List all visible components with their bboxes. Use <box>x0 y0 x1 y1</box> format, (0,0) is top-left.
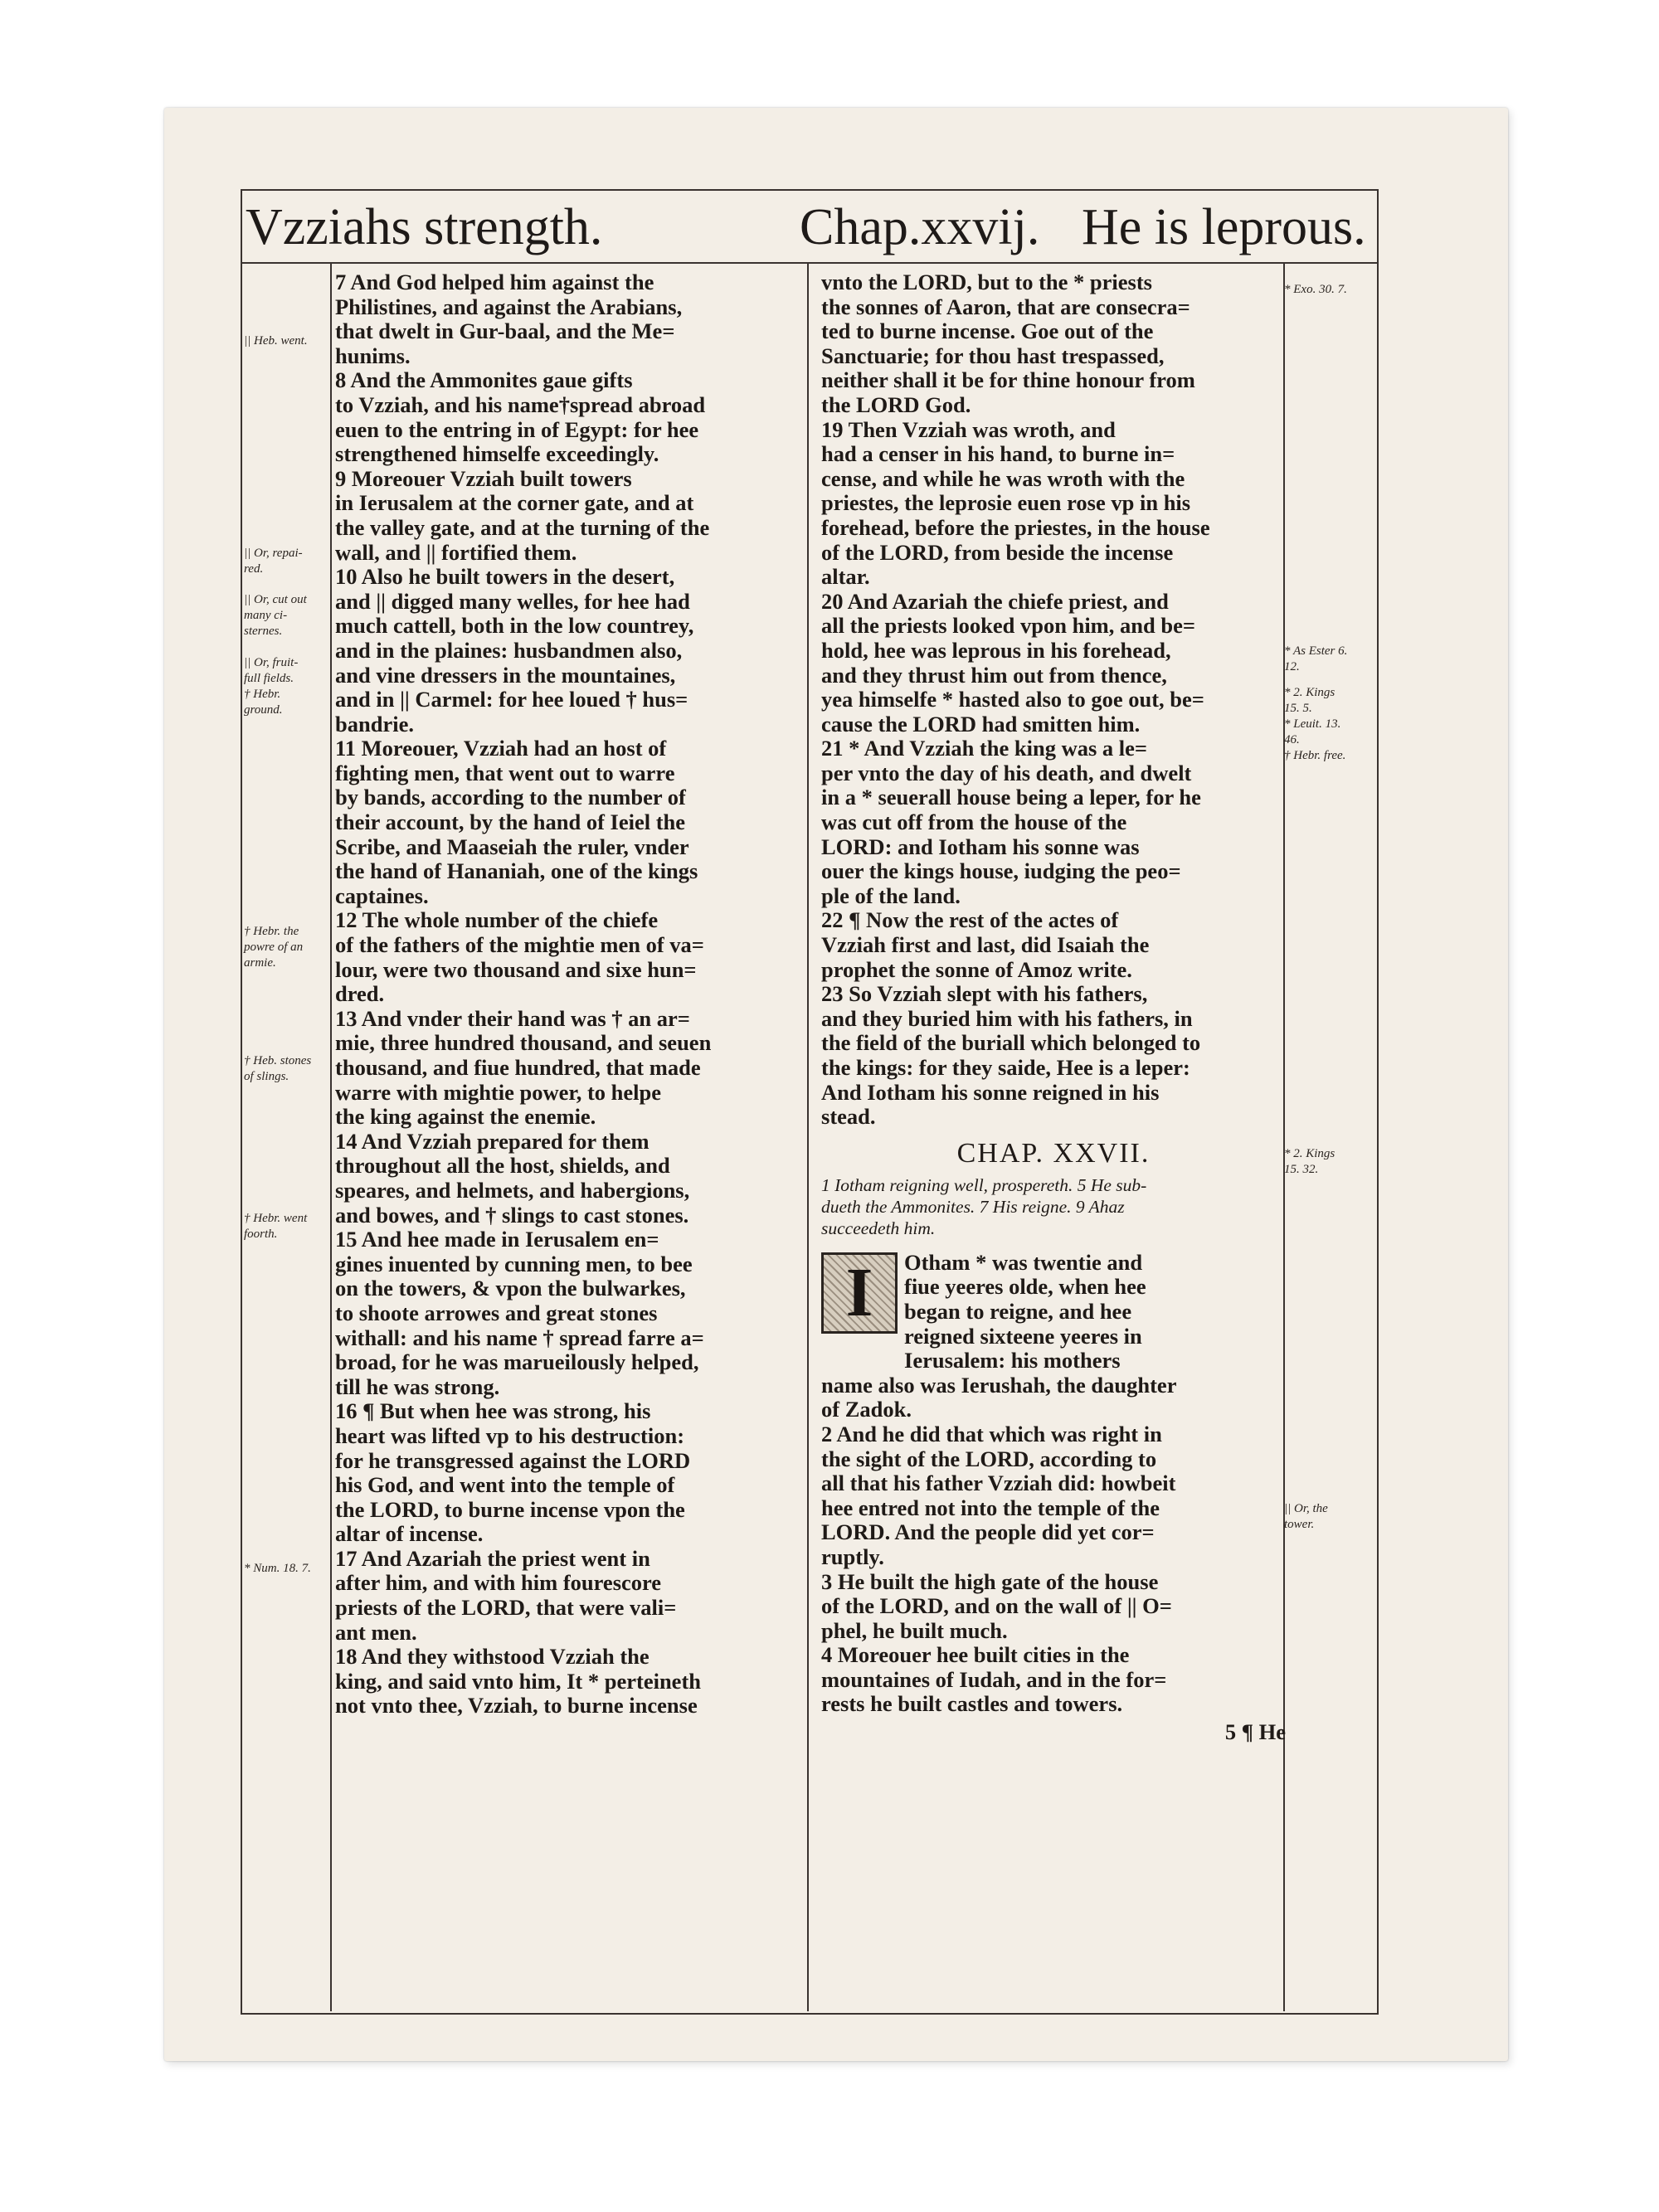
drop-cap-paragraph <box>821 1251 1286 1373</box>
text-line: Sanctuarie; for thou hast trespassed, <box>821 343 1165 368</box>
text-line: ted to burne incense. Goe out of the <box>821 319 1154 344</box>
text-line: and bowes, and † slings to cast stones. <box>335 1203 689 1228</box>
text-line: the field of the buriall which belonged to <box>821 1031 1201 1056</box>
text-line: Otham * was twentie and <box>904 1250 1143 1275</box>
text-line: priests of the LORD, that were vali= <box>335 1596 677 1621</box>
text-line: forehead, before the priestes, in the house <box>821 515 1210 540</box>
text-line: of the fathers of the mightie men of va= <box>335 933 704 958</box>
text-line: had a censer in his hand, to burne in= <box>821 442 1175 467</box>
text-line: 14 And Vzziah prepared for them <box>335 1129 649 1154</box>
summary-line: dueth the Ammonites. 7 His reigne. 9 Ahaz <box>821 1196 1125 1217</box>
text-line: strengthened himselfe exceedingly. <box>335 442 659 467</box>
margin-note-right: * Exo. 30. 7. <box>1284 283 1347 296</box>
text-line: Scribe, and Maaseiah the ruler, vnder <box>335 834 689 859</box>
text-line: 4 Moreouer hee built cities in the <box>821 1643 1130 1668</box>
text-line: all that his father Vzziah did: howbeit <box>821 1471 1176 1496</box>
text-line: ruptly. <box>821 1544 884 1569</box>
text-line: ant men. <box>335 1620 417 1645</box>
text-line: 19 Then Vzziah was wroth, and <box>821 417 1116 442</box>
text-line: 15 And hee made in Ierusalem en= <box>335 1228 659 1252</box>
text-line: fiue yeeres olde, when hee <box>904 1275 1146 1300</box>
text-line: the hand of Hananiah, one of the kings <box>335 859 698 884</box>
text-line: and they thrust him out from thence, <box>821 663 1167 688</box>
text-line: 22 ¶ Now the rest of the actes of <box>821 908 1119 933</box>
text-line: cense, and while he was wroth with the <box>821 466 1185 491</box>
margin-note-right: || Or, the tower. <box>1284 1502 1328 1531</box>
text-line: gines inuented by cunning men, to bee <box>335 1252 693 1276</box>
text-line: on the towers, & vpon the bulwarkes, <box>335 1276 686 1301</box>
text-line: 10 Also he built towers in the desert, <box>335 565 675 590</box>
text-line: altar of incense. <box>335 1522 484 1547</box>
text-line: hold, hee was leprous in his forehead, <box>821 638 1171 663</box>
text-line: neither shall it be for thine honour from <box>821 368 1195 393</box>
text-line: the LORD, to burne incense vpon the <box>335 1497 685 1522</box>
text-line: 2 And he did that which was right in <box>821 1422 1162 1446</box>
text-line: dred. <box>335 982 385 1007</box>
text-line: was cut off from the house of the <box>821 810 1127 835</box>
text-line: warre with mightie power, to helpe <box>335 1080 662 1105</box>
chapter-summary <box>821 1174 1286 1239</box>
text-line: the sonnes of Aaron, that are consecra= <box>821 294 1190 319</box>
margin-note-right: * 2. Kings 15. 32. <box>1284 1147 1335 1176</box>
right-column-top-verses <box>821 270 1286 1130</box>
text-line: to shoote arrowes and great stones <box>335 1300 658 1325</box>
running-head-right: He is leprous. <box>1082 199 1366 255</box>
text-line: 23 So Vzziah slept with his fathers, <box>821 982 1148 1007</box>
text-line: all the priests looked vpon him, and be= <box>821 614 1195 639</box>
left-text-column <box>335 270 793 1719</box>
text-line: altar. <box>821 565 870 590</box>
margin-note-left: || Or, fruit- full fields. † Hebr. ground. <box>244 656 299 717</box>
text-line: lour, were two thousand and sixe hun= <box>335 957 697 982</box>
text-line: LORD. And the people did yet cor= <box>821 1520 1155 1545</box>
text-line: and they buried him with his fathers, in <box>821 1006 1193 1031</box>
margin-note-left: || Or, cut out many ci- sternes. <box>244 593 307 638</box>
text-line: euen to the entring in of Egypt: for hee <box>335 417 699 442</box>
text-line: Philistines, and against the Arabians, <box>335 294 683 319</box>
text-line: the king against the enemie. <box>335 1105 596 1130</box>
text-line: by bands, according to the number of <box>335 785 686 810</box>
text-line: prophet the sonne of Amoz write. <box>821 957 1132 982</box>
margin-note-right: * As Ester 6. 12. <box>1284 644 1348 673</box>
text-line: priestes, the leprosie euen rose vp in his <box>821 491 1191 516</box>
column-divider <box>807 264 809 2011</box>
text-line: hunims. <box>335 343 411 368</box>
text-line: his God, and went into the temple of <box>335 1473 675 1498</box>
text-line: 11 Moreouer, Vzziah had an host of <box>335 737 667 761</box>
margin-note-left: † Hebr. the powre of an armie. <box>244 925 304 970</box>
text-line: stead. <box>821 1105 876 1130</box>
text-line: 12 The whole number of the chiefe <box>335 908 659 933</box>
text-line: of Zadok. <box>821 1398 912 1422</box>
text-line: 21 * And Vzziah the king was a le= <box>821 737 1148 761</box>
left-margin-rule <box>330 264 332 2011</box>
text-line: heart was lifted vp to his destruction: <box>335 1423 685 1448</box>
text-line: yea himselfe * hasted also to goe out, be= <box>821 688 1204 712</box>
margin-note-left: || Heb. went. <box>244 334 308 348</box>
text-line: ple of the land. <box>821 883 961 908</box>
text-line: 3 He built the high gate of the house <box>821 1569 1159 1594</box>
running-head-left: Vzziahs strength. <box>246 199 603 255</box>
text-line: name also was Ierushah, the daughter <box>821 1373 1177 1398</box>
text-line: 9 Moreouer Vzziah built towers <box>335 466 632 491</box>
text-line: captaines. <box>335 883 429 908</box>
text-line: till he was strong. <box>335 1374 500 1399</box>
text-line: in a * seuerall house being a leper, for he <box>821 785 1201 810</box>
text-line: thousand, and fiue hundred, that made <box>335 1056 701 1080</box>
text-line: 7 And God helped him against the <box>335 270 654 294</box>
text-line: 18 And they withstood Vzziah the <box>335 1645 649 1670</box>
text-line: And Iotham his sonne reigned in his <box>821 1080 1160 1105</box>
text-line: the sight of the LORD, according to <box>821 1446 1157 1471</box>
text-line: their account, by the hand of Ieiel the <box>335 810 686 835</box>
text-line: per vnto the day of his death, and dwelt <box>821 761 1192 785</box>
text-line: rests he built castles and towers. <box>821 1692 1123 1717</box>
text-line: Ierusalem: his mothers <box>904 1349 1121 1373</box>
text-line: mie, three hundred thousand, and seuen <box>335 1031 712 1056</box>
margin-note-left: * Num. 18. 7. <box>244 1562 311 1575</box>
text-line: not vnto thee, Vzziah, to burne incense <box>335 1694 698 1719</box>
running-head-chapter: Chap.xxvij. <box>800 199 1040 255</box>
text-line: for he transgressed against the LORD <box>335 1448 691 1473</box>
text-line: cause the LORD had smitten him. <box>821 712 1141 737</box>
right-column-bottom-verses <box>821 1373 1286 1717</box>
text-line: LORD: and Iotham his sonne was <box>821 834 1140 859</box>
text-line: of the LORD, from beside the incense <box>821 540 1174 565</box>
text-line: 16 ¶ But when hee was strong, his <box>335 1399 651 1424</box>
margin-note-left: || Or, repai- red. <box>244 547 303 576</box>
text-line: withall: and his name † spread farre a= <box>335 1325 704 1350</box>
chapter-heading: CHAP. XXVII. <box>956 1137 1151 1169</box>
text-line: began to reigne, and hee <box>904 1299 1132 1324</box>
header-rule <box>241 262 1377 264</box>
text-line: and vine dressers in the mountaines, <box>335 663 676 688</box>
text-line: and || digged many welles, for hee had <box>335 589 690 614</box>
text-line: 8 And the Ammonites gaue gifts <box>335 368 633 393</box>
summary-line: 1 Iotham reigning well, prospereth. 5 He sub- <box>821 1174 1147 1195</box>
text-line: fighting men, that went out to warre <box>335 761 675 785</box>
right-text-column <box>821 270 1286 1745</box>
text-line: and in || Carmel: for hee loued † hus= <box>335 688 688 712</box>
text-line: much cattell, both in the low countrey, <box>335 614 694 639</box>
text-line: phel, he built much. <box>821 1618 1008 1643</box>
text-line: vnto the LORD, but to the * priests <box>821 270 1152 294</box>
text-line: that dwelt in Gur-baal, and the Me= <box>335 319 675 344</box>
ornamental-drop-cap: I <box>821 1252 898 1334</box>
text-line: of the LORD, and on the wall of || O= <box>821 1594 1172 1619</box>
text-line: wall, and || fortified them. <box>335 540 577 565</box>
text-line: mountaines of Iudah, and in the for= <box>821 1667 1167 1692</box>
text-line: to Vzziah, and his name†spread abroad <box>335 392 706 417</box>
text-line: throughout all the host, shields, and <box>335 1154 670 1179</box>
text-line: 13 And vnder their hand was † an ar= <box>335 1006 690 1031</box>
text-line: the LORD God. <box>821 392 971 417</box>
text-line: bandrie. <box>335 712 414 737</box>
text-line: broad, for he was marueilously helped, <box>335 1350 699 1375</box>
text-line: ouer the kings house, iudging the peo= <box>821 859 1181 884</box>
text-line: 20 And Azariah the chiefe priest, and <box>821 589 1169 614</box>
summary-line: succeedeth him. <box>821 1218 936 1238</box>
catchword: 5 ¶ He <box>1224 1720 1286 1745</box>
text-line: 17 And Azariah the priest went in <box>335 1546 650 1571</box>
text-line: speares, and helmets, and habergions, <box>335 1178 690 1203</box>
text-line: the kings: for they saide, Hee is a leper: <box>821 1056 1190 1080</box>
text-line: in Ierusalem at the corner gate, and at <box>335 491 694 516</box>
text-line: after him, and with him fourescore <box>335 1571 662 1596</box>
text-line: hee entred not into the temple of the <box>821 1495 1160 1520</box>
margin-note-left: † Hebr. went foorth. <box>244 1212 308 1241</box>
text-line: king, and said vnto him, It * perteineth <box>335 1669 702 1694</box>
margin-note-left: † Heb. stones of slings. <box>244 1054 312 1083</box>
drop-cap-lines <box>904 1251 1286 1373</box>
text-line: Vzziah first and last, did Isaiah the <box>821 933 1150 958</box>
margin-note-right: * 2. Kings 15. 5. * Leuit. 13. 46. † Hebr. free. <box>1284 686 1346 762</box>
text-line: the valley gate, and at the turning of the <box>335 515 710 540</box>
text-line: and in the plaines: husbandmen also, <box>335 638 683 663</box>
text-line: reigned sixteene yeeres in <box>904 1324 1142 1349</box>
